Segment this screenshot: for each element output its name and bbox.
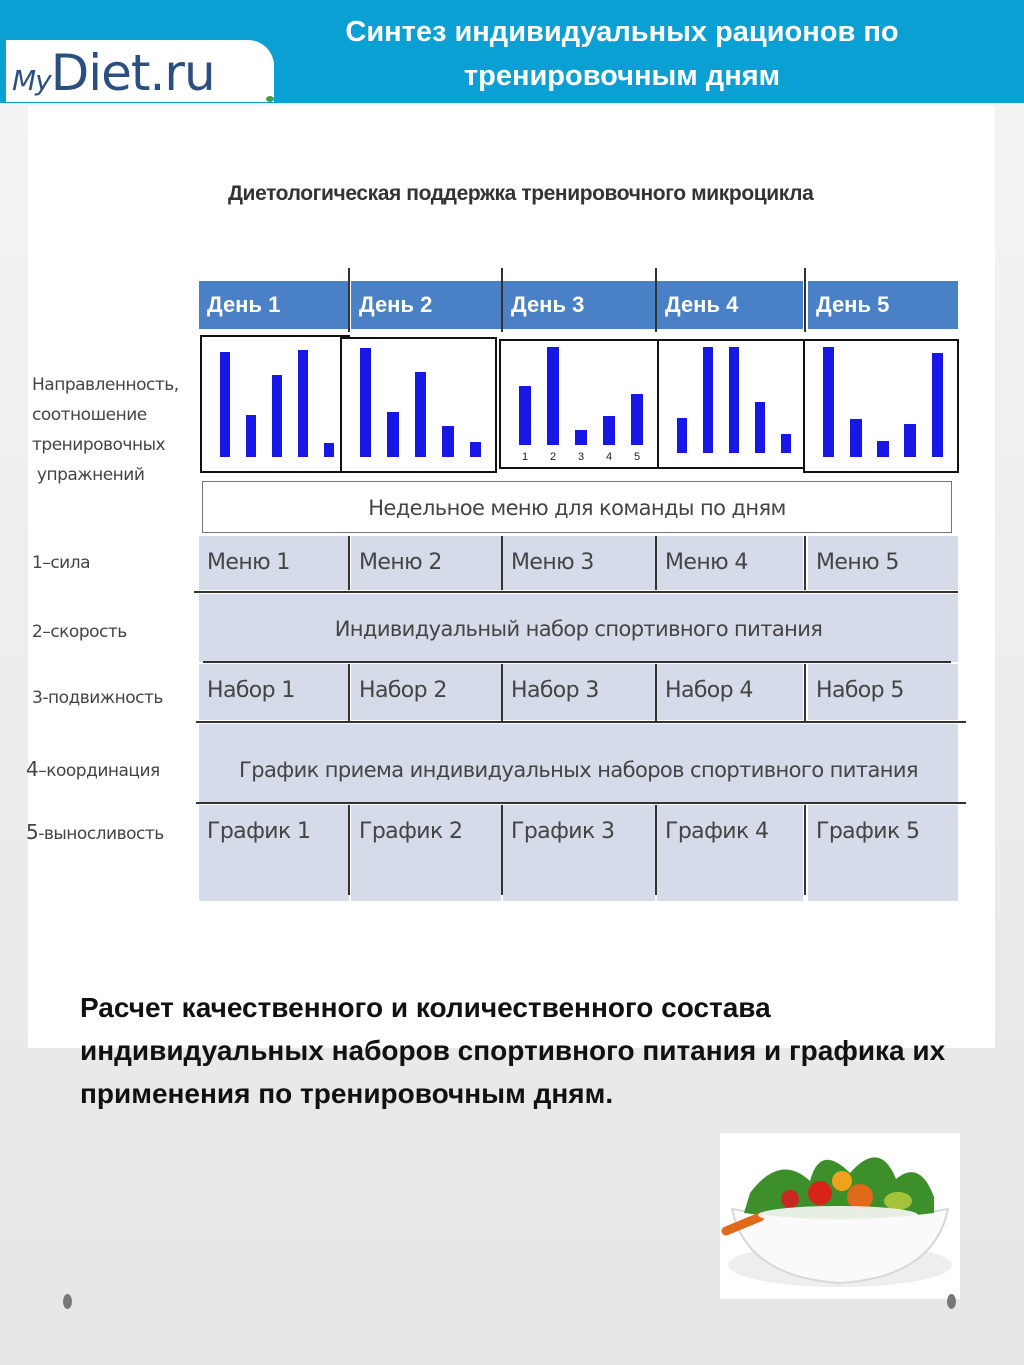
- chart-bar: [703, 347, 714, 453]
- grid-vline: [348, 536, 350, 590]
- chart-bar: [324, 443, 335, 457]
- schedule-cell-1: График 1: [199, 805, 349, 901]
- chart-bar: [246, 415, 257, 457]
- chart-bar: [442, 426, 454, 457]
- menu-cell-5: Меню 5: [808, 536, 958, 590]
- grid-vline: [501, 664, 503, 722]
- coordination-text: –координация: [38, 761, 160, 781]
- grid-vline: [501, 268, 503, 332]
- direction-line-1: Направленность,: [32, 375, 179, 395]
- day-2-header: День 2: [351, 281, 501, 329]
- chart-tick-label: 1: [522, 451, 529, 463]
- schedule-band: График приема индивидуальных наборов спортивного питания: [199, 724, 958, 802]
- chart-bar: [932, 353, 943, 458]
- logo: [6, 40, 274, 102]
- schedule-cell-3: График 3: [503, 805, 655, 901]
- chart-tick-label: 2: [550, 451, 557, 463]
- day-3-header: День 3: [503, 281, 655, 329]
- chart-tick-label: 3: [578, 451, 585, 463]
- grid-vline: [655, 536, 657, 590]
- endurance-text: -выносливость: [38, 824, 164, 844]
- chart-bar: [823, 347, 834, 457]
- chart-bar: [360, 348, 372, 457]
- grid-hline: [203, 661, 951, 663]
- direction-line-2: соотношение: [32, 405, 147, 425]
- grid-vline: [348, 805, 350, 895]
- grid-vline: [804, 536, 806, 590]
- direction-label: [32, 370, 179, 490]
- nav-dot-right: [947, 1294, 956, 1309]
- weekly-menu-box: Недельное меню для команды по дням: [202, 481, 952, 533]
- menu-cell-2: Меню 2: [351, 536, 501, 590]
- grid-hline: [194, 591, 958, 593]
- grid-hline: [196, 721, 966, 723]
- chart-bar: [272, 375, 283, 457]
- grid-vline: [804, 664, 806, 722]
- schedule-cell-2: График 2: [351, 805, 501, 901]
- day-5-header: День 5: [808, 281, 958, 329]
- set-cell-2: Набор 2: [351, 664, 501, 720]
- grid-vline: [655, 268, 657, 332]
- chart-tick-label: 4: [606, 451, 613, 463]
- label-speed: 2–скорость: [32, 622, 127, 642]
- menu-cell-4: Меню 4: [657, 536, 803, 590]
- coordination-number: 4: [26, 757, 39, 781]
- nav-dot-left: [63, 1294, 72, 1309]
- label-endurance: [26, 820, 164, 844]
- day-4-header: День 4: [657, 281, 803, 329]
- bottom-description: Расчет качественного и количественного состава индивидуальных наборов спортивного питания и графика их применения по тренировочным дням.: [80, 992, 946, 1109]
- chart-bar: [877, 441, 888, 458]
- page-title: Синтез индивидуальных рационов по тренировочным дням: [345, 16, 899, 92]
- schedule-cell-5: График 5: [808, 805, 958, 901]
- grid-vline: [348, 268, 350, 332]
- menu-cell-3: Меню 3: [503, 536, 655, 590]
- direction-line-4: упражнений: [32, 465, 145, 485]
- chart-bar: [904, 424, 915, 457]
- grid-hline: [196, 802, 966, 804]
- schedule-cell-4: График 4: [657, 805, 803, 901]
- chart-bar: [220, 352, 231, 457]
- label-coordination: [26, 757, 160, 781]
- chart-bar: [415, 372, 427, 457]
- chart-bar: [519, 386, 531, 445]
- day-4-chart: [657, 339, 807, 469]
- chart-bar: [470, 442, 482, 457]
- chart-bar: [755, 402, 766, 453]
- grid-vline: [348, 664, 350, 722]
- label-mobility: 3-подвижность: [32, 688, 163, 708]
- chart-bar: [631, 394, 643, 445]
- logo-main: Diet.ru: [50, 44, 215, 102]
- grid-vline: [501, 536, 503, 590]
- sport-nutrition-band: Индивидуальный набор спортивного питания: [199, 594, 958, 662]
- grid-vline: [501, 805, 503, 895]
- chart-tick-label: 5: [634, 451, 641, 463]
- chart-bar: [547, 347, 559, 445]
- chart-bar: [298, 350, 309, 457]
- chart-bar: [729, 347, 740, 453]
- day-1-header: День 1: [199, 281, 349, 329]
- chart-bar: [603, 416, 615, 445]
- menu-cell-1: Меню 1: [199, 536, 349, 590]
- day-2-chart: [340, 337, 497, 473]
- grid-vline: [655, 805, 657, 895]
- direction-line-3: тренировочных: [32, 435, 166, 455]
- chart-bar: [387, 412, 399, 457]
- chart-bar: [677, 418, 688, 453]
- day-1-chart: [200, 335, 350, 473]
- header-bar: [0, 0, 1024, 103]
- endurance-number: 5: [26, 820, 39, 844]
- grid-vline: [804, 805, 806, 895]
- vegetable-bowl-illustration: [720, 1133, 960, 1299]
- day-5-chart: [803, 339, 959, 473]
- logo-prefix: My: [12, 64, 51, 97]
- set-cell-4: Набор 4: [657, 664, 803, 720]
- set-cell-3: Набор 3: [503, 664, 655, 720]
- set-cell-5: Набор 5: [808, 664, 958, 720]
- set-cell-1: Набор 1: [199, 664, 349, 720]
- grid-vline: [804, 268, 806, 332]
- slide-title: Диетологическая поддержка тренировочного микроцикла: [228, 182, 814, 205]
- grid-vline: [655, 664, 657, 722]
- chart-bar: [850, 419, 861, 458]
- day-3-chart: [499, 339, 659, 469]
- label-strength: 1–сила: [32, 553, 90, 573]
- chart-bar: [575, 430, 587, 445]
- chart-bar: [781, 434, 792, 453]
- vegetable-bowl-image: [720, 1133, 960, 1299]
